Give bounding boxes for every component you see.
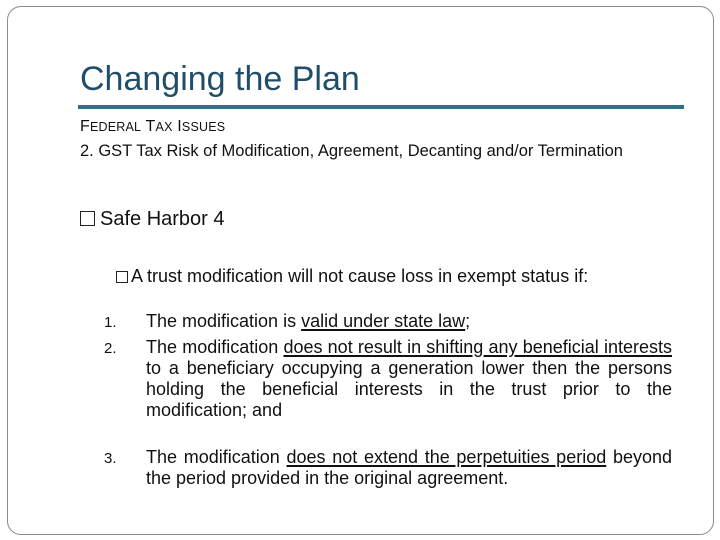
condition-number: 1. xyxy=(104,314,117,331)
section-subheading xyxy=(80,118,225,136)
intro-paragraph: 2. GST Tax Risk of Modification, Agreement, Decanting and/or Termination xyxy=(80,142,623,160)
bullet-box-icon xyxy=(116,271,128,283)
subheading-part: EDERAL xyxy=(89,120,142,134)
bullet-box-icon xyxy=(80,211,95,226)
condition-text-part: beyond the period provided in the original agreement. xyxy=(146,447,672,488)
sub-bullet xyxy=(116,266,672,287)
bullet-label: Safe Harbor 4 xyxy=(100,208,225,230)
condition-text-part: ; xyxy=(465,311,471,331)
condition-text-part: The modification xyxy=(146,337,284,357)
bullet-safe-harbor xyxy=(80,208,225,231)
subheading-part: AX xyxy=(155,120,173,134)
slide-title: Changing the Plan xyxy=(80,60,360,98)
subheading-part: I xyxy=(172,118,182,135)
condition-text-part: The modification is xyxy=(146,311,302,331)
condition-text xyxy=(146,311,672,332)
subheading-part: F xyxy=(80,118,90,135)
sub-bullet-text: A trust modification will not cause loss in exempt status if: xyxy=(131,266,589,286)
condition-underlined: does not extend the perpetuities period xyxy=(286,447,607,467)
subheading-part: SSUES xyxy=(181,120,226,134)
condition-text-part: The modification xyxy=(146,447,287,467)
condition-number: 3. xyxy=(104,450,117,467)
condition-number: 2. xyxy=(104,340,117,357)
condition-text xyxy=(146,337,672,421)
condition-item xyxy=(104,337,672,421)
condition-text xyxy=(146,447,672,489)
title-divider xyxy=(78,105,684,109)
condition-item xyxy=(104,447,672,489)
condition-item xyxy=(104,311,672,332)
condition-underlined: does not result in shifting any beneficial interests xyxy=(283,337,672,357)
condition-underlined: valid under state law xyxy=(301,311,466,331)
subheading-part: T xyxy=(141,118,156,135)
condition-text-part: to a beneficiary occupying a generation lower then the persons holding the beneficial interests in the trust prior to the modification; and xyxy=(146,358,672,420)
